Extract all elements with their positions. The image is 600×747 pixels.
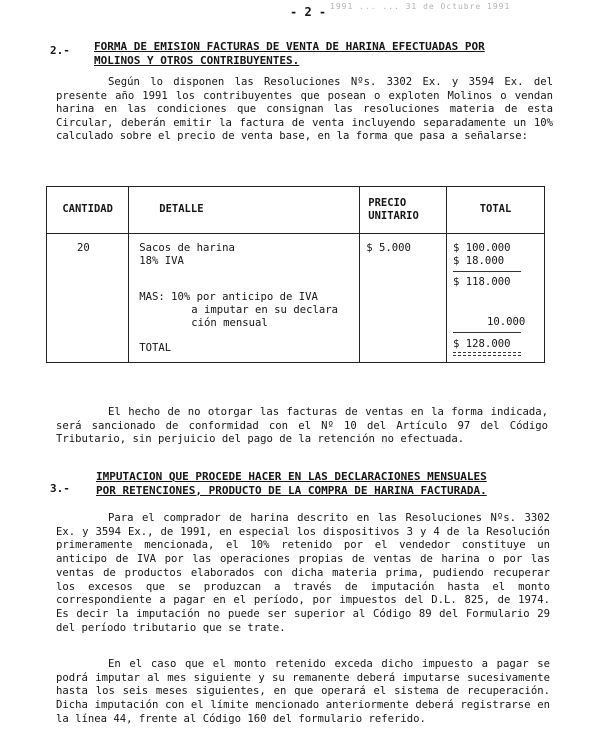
cell-cantidad	[47, 234, 129, 363]
section-3-paragraph-1	[56, 512, 550, 635]
section-2-number: 2.-	[50, 44, 70, 57]
page-number: - 2 -	[290, 5, 327, 19]
cantidad-value: 20	[77, 242, 90, 254]
invoice-example-table	[46, 186, 545, 363]
sanction-paragraph	[56, 406, 548, 447]
total-rule	[453, 332, 521, 333]
section-3-title	[96, 470, 566, 497]
detalle-mas-line3: ción mensual	[191, 317, 268, 329]
section-3-paragraph-1-text: Para el comprador de harina descrito en las Resoluciones Nºs. 3302 Ex. y 3594 Ex., de 1991, en especial los dispositivos 3 y 4 de la Resolución primeramente mencionada, el 10% retenido por el vendedor constituye un anticipo de IVA por las operaciones propias de ventas de harina o por las ventas de productos elaborados con dicha materia prima, pudiendo recuperar los excesos que se produzcan a través de imputación hasta el monto correspondiente a pagar en el período, por impuestos del D.L. 825, de 1974. Es decir la imputación no puede ser superior al Código 89 del Formulario 29 del período tributario que se trate.	[56, 512, 550, 634]
precio-header-line1: PRECIO	[368, 196, 407, 209]
cell-detalle	[129, 234, 360, 363]
section-2-title	[94, 40, 564, 67]
precio-header-line2: UNITARIO	[368, 210, 419, 222]
column-header-total: TOTAL	[447, 187, 545, 234]
section-2-title-line1: FORMA DE EMISION FACTURAS DE VENTA DE HARINA EFECTUADAS POR	[94, 40, 485, 53]
section-3-title-line2: POR RETENCIONES, PRODUCTO DE LA COMPRA DE HARINA FACTURADA.	[96, 483, 487, 497]
total-harina-value: $ 100.000	[453, 242, 511, 254]
detalle-mas-line2: a imputar en su declara	[191, 304, 338, 316]
detalle-line1: Sacos de harina	[139, 242, 235, 254]
detalle-line2: 18% IVA	[139, 255, 184, 267]
double-underline	[453, 352, 521, 356]
total-iva-value: $ 18.000	[453, 255, 505, 267]
column-header-cantidad: CANTIDAD	[47, 187, 129, 234]
section-2-paragraph-text: Según lo disponen las Resoluciones Nºs. 3302 Ex. y 3594 Ex. del presente año 1991 los contribuyentes que posean o exploten Molinos o vendan harina en las condiciones que consignan las resoluciones materia de esta Circular, deberán emitir la factura de venta incluyendo separadamente un 10% calculado sobre el precio de venta base, en la forma que pasa a señalarse:	[56, 76, 553, 143]
faded-header-text: 1991 ... ... 31 de Octubre 1991	[330, 2, 511, 11]
section-3-number: 3.-	[50, 482, 70, 495]
section-2-paragraph	[56, 76, 553, 144]
cell-total	[447, 234, 545, 363]
detalle-mas-line1: MAS: 10% por anticipo de IVA	[139, 291, 318, 303]
detalle-total-label: TOTAL	[139, 342, 172, 354]
cell-precio-unitario	[360, 234, 447, 363]
gran-total-value: $ 128.000	[453, 338, 511, 350]
subtotal-rule	[453, 271, 521, 272]
section-3-title-line1: IMPUTACION QUE PROCEDE HACER EN LAS DECLARACIONES MENSUALES	[96, 470, 487, 483]
column-header-precio-unitario	[360, 187, 447, 234]
section-2-title-line2: MOLINOS Y OTROS CONTRIBUYENTES.	[94, 53, 300, 67]
column-header-detalle: DETALLE	[129, 187, 360, 234]
invoice-row	[47, 234, 545, 363]
section-3-paragraph-2	[56, 658, 550, 727]
sanction-paragraph-text: El hecho de no otorgar las facturas de ventas en la forma indicada, será sancionado de conformidad con el Nº 10 del Artículo 97 del Código Tributario, sin perjuicio del pago de la retención no efectuada.	[56, 406, 548, 446]
section-3-paragraph-2-text: En el caso que el monto retenido exceda dicho impuesto a pagar se podrá imputar al mes siguiente y su remanente deberá imputarse sucesivamente hasta los seis meses siguientes, en que operará el sistema de recuperación. Dicha imputación con el límite mencionado anteriormente deberá registrarse en la línea 44, frente al Código 160 del formulario referido.	[56, 658, 550, 725]
anticipo-value: 10.000	[487, 316, 526, 328]
precio-value: $ 5.000	[366, 242, 411, 254]
subtotal-value: $ 118.000	[453, 276, 511, 288]
